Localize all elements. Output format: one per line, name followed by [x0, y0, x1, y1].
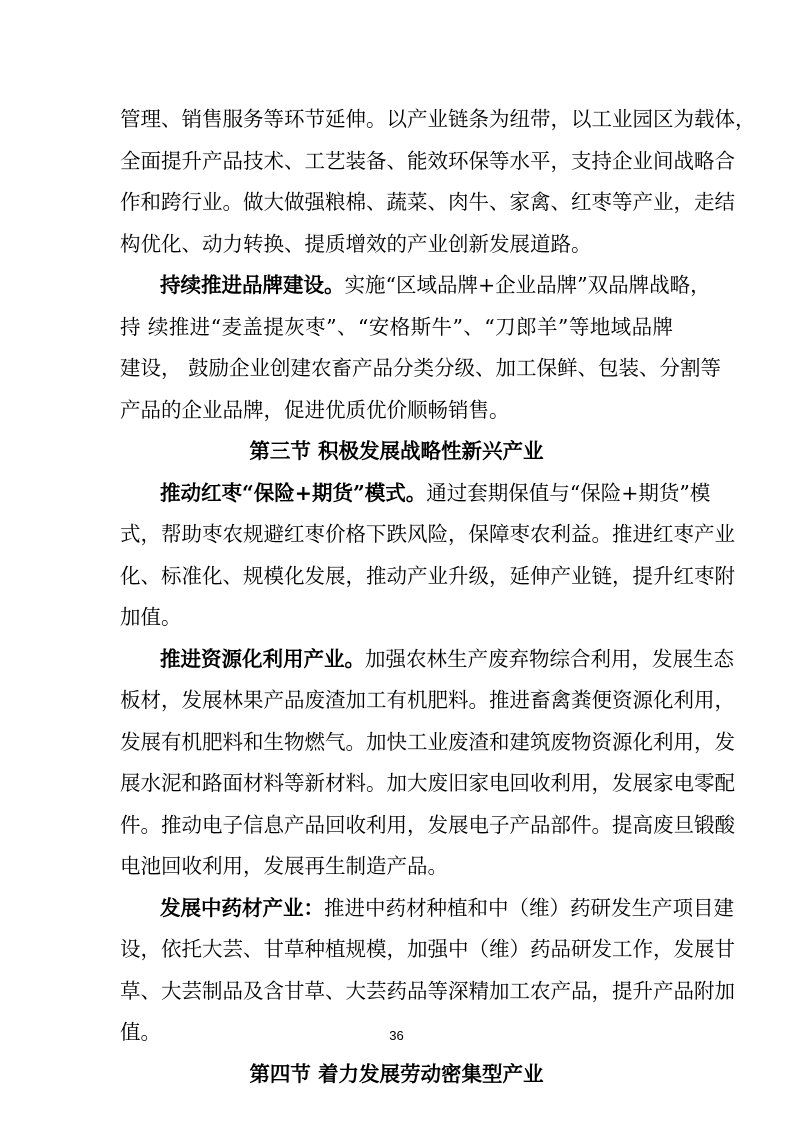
paragraph-line: 建设， 鼓励企业创建农畜产品分类分级、加工保鲜、包装、分割等: [120, 356, 722, 380]
paragraph-line: 产品的企业品牌，促进优质优价顺畅销售。: [120, 397, 510, 422]
paragraph-line: 件。推动电子信息产品回收利用，发展电子产品部件。提高废旦锻酸: [120, 812, 735, 837]
paragraph-line: 发展有机肥料和生物燃气。加快工业废渣和建筑废物资源化利用，发: [120, 729, 735, 754]
paragraph-line: [160, 640, 734, 678]
paragraph-text: 通过套期保值与“保险+期货”模: [426, 480, 711, 505]
paragraph-text: 加强农林生产废弃物综合利用，发展生态: [365, 646, 734, 671]
paragraph-line: 构优化、动力转换、提质增效的产业创新发展道路。: [120, 231, 592, 256]
page-number: 36: [389, 1028, 404, 1043]
paragraph-lead: 持续推进品牌建设。: [160, 273, 345, 297]
paragraph-line: 板材，发展林果产品废渣加工有机肥料。推进畜禽粪便资源化利用，: [120, 688, 735, 712]
paragraph-lead: 发展中药材产业：: [160, 895, 324, 920]
paragraph-line: 持 续推进“麦盖提灰枣”、“安格斯牛”、“刀郎羊”等地域品牌: [120, 314, 673, 339]
paragraph-line: 加值。: [120, 605, 182, 629]
paragraph-line: 作和跨行业。做大做强粮棉、蔬菜、肉牛、家禽、红枣等产业，走结: [120, 190, 735, 214]
paragraph-text: 推进中药材种植和中（维）药研发生产项目建: [324, 895, 734, 920]
paragraph-lead: 推进资源化利用产业。: [160, 646, 365, 671]
paragraph-line: [160, 474, 711, 512]
paragraph-line: 化、标准化、规模化发展，推动产业升级，延伸产业链，提升红枣附: [120, 563, 735, 588]
paragraph-line: [160, 889, 734, 927]
paragraph-line: 管理、销售服务等环节延伸。以产业链条为纽带，以工业园区为载体，: [120, 107, 756, 131]
section-heading: 第三节 积极发展战略性新兴产业: [249, 439, 544, 463]
paragraph-line: 全面提升产品技术、工艺装备、能效环保等水平，支持企业间战略合: [120, 148, 735, 173]
paragraph-line: 展水泥和路面材料等新材料。加大废旧家电回收利用，发展家电零配: [120, 771, 735, 795]
paragraph-lead: 推动红枣“保险+期货”模式。: [160, 480, 427, 505]
paragraph-text: 实施“区域品牌+企业品牌”双品牌战略，: [344, 273, 711, 297]
paragraph-line: 电池回收利用，发展再生制造产品。: [120, 854, 448, 878]
paragraph-line: 设，依托大芸、甘草种植规模，加强中（维）药品研发工作，发展甘: [120, 937, 735, 961]
paragraph-line: 值。: [120, 1020, 161, 1044]
paragraph-line: 草、大芸制品及含甘草、大芸药品等深精加工农产品，提升产品附加: [120, 978, 735, 1003]
paragraph-line: [160, 266, 711, 304]
paragraph-line: 式，帮助枣农规避红枣价格下跌风险，保障枣农利益。推进红枣产业: [120, 522, 735, 546]
section-heading: 第四节 着力发展劳动密集型产业: [249, 1061, 544, 1086]
